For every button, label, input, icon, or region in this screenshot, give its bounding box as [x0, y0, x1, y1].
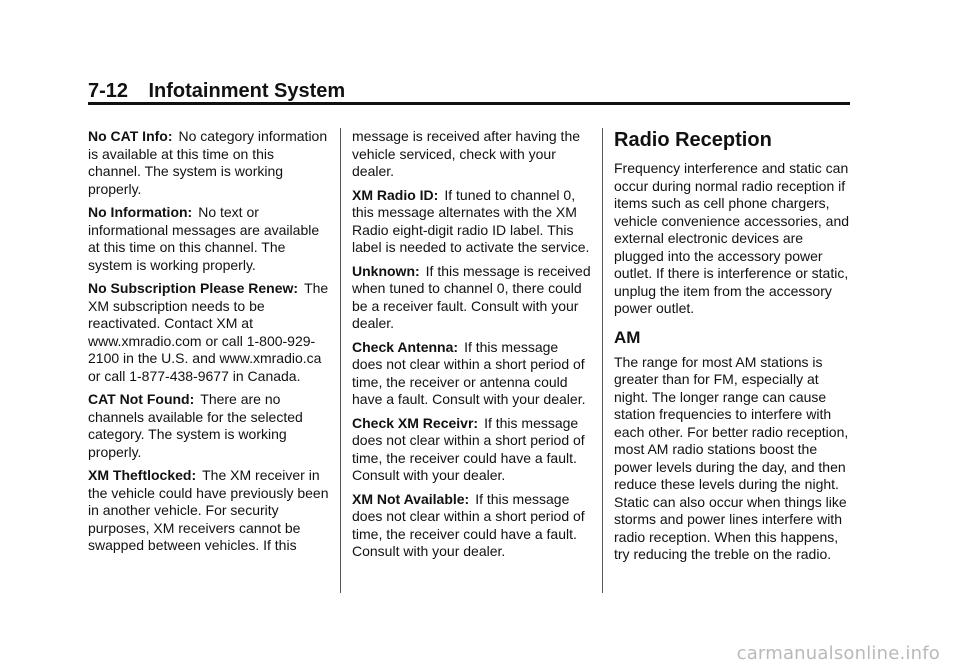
entry-text: If this message does not clear within a short period of time, the receiver or antenna could have a fault. Consult with your dealer. [352, 338, 586, 407]
entry-term: No Subscription Please Renew: [88, 280, 299, 296]
entry [352, 263, 592, 333]
column-divider [602, 128, 603, 593]
watermark-text: carmanualsonline.info [736, 643, 940, 664]
entry-text: The XM subscription needs to be reactivated. Contact XM at www.xmradio.com or call 1-800-929-2100 in the U.S. and www.xmradio.ca or call 1-877-438-9677 in Canada. [88, 280, 329, 384]
continuation-text: message is received after having the vehicle serviced, check with your dealer. [352, 128, 581, 179]
column-divider [340, 128, 341, 593]
entry [88, 280, 330, 385]
column-2 [352, 128, 592, 567]
column-1 [88, 128, 330, 561]
entry [88, 467, 330, 555]
entry-text: If this message does not clear within a short period of time, the receiver could have a fault. Consult with your dealer. [352, 490, 585, 559]
entry-term: Check XM Receivr: [352, 414, 479, 431]
entry-term: No Information: [88, 204, 193, 220]
entry [88, 204, 330, 274]
entry-text: If this message is received when tuned to channel 0, there could be a receiver fault. Consult with your dealer. [352, 262, 591, 331]
subsection-heading: AM [614, 327, 641, 347]
entry-text: If tuned to channel 0, this message alternates with the XM Radio eight-digit radio ID label. This label is needed to activate the service. [352, 186, 590, 255]
page-header [88, 80, 850, 103]
entry [88, 391, 330, 461]
entry-term: XM Not Available: [352, 490, 470, 507]
entry [88, 128, 330, 198]
entry-text: There are no channels available for the selected category. The system is working properly. [88, 391, 303, 460]
entry [352, 187, 592, 257]
section-heading: Radio Reception [614, 129, 772, 151]
column-3 [614, 128, 850, 570]
entry [352, 491, 592, 561]
entry [352, 415, 592, 485]
entry-text: No text or informational messages are available at this time on this channel. The system is working properly. [88, 204, 320, 273]
entry-term: Check Antenna: [352, 338, 459, 355]
entry-text: The XM receiver in the vehicle could have previously been in another vehicle. For security purposes, XM receivers cannot be swapped between vehicles. If this [88, 467, 329, 553]
entry-term: XM Theftlocked: [88, 467, 197, 483]
intro-paragraph: Frequency interference and static can occur during normal radio reception if items such as cell phone chargers, vehicle convenience accessories, and external electronic devices are plugged into the accessory power outlet. If there is interference or static, unplug the item from the accessory power outlet. [614, 160, 850, 316]
entry-term: XM Radio ID: [352, 186, 439, 203]
page-number: 7-12 [88, 80, 129, 102]
section-title: Infotainment System [148, 80, 346, 102]
entry [352, 339, 592, 409]
entry-term: No CAT Info: [88, 128, 173, 144]
entry-term: Unknown: [352, 262, 420, 279]
entry-text: No category information is available at this time on this channel. The system is working properly. [88, 128, 328, 197]
am-paragraph: The range for most AM stations is greater than for FM, especially at night. The longer range can cause station frequencies to interfere with each other. For better radio reception, most AM radio stations boost the power levels during the day, and then reduce these levels during the night. Static can also occur when things like storms and power lines interfere with radio reception. When this happens, try reducing the treble on the radio. [614, 353, 849, 562]
header-rule [88, 102, 850, 105]
entry-text: If this message does not clear within a short period of time, the receiver could have a fault. Consult with your dealer. [352, 414, 585, 483]
entry-term: CAT Not Found: [88, 391, 195, 407]
